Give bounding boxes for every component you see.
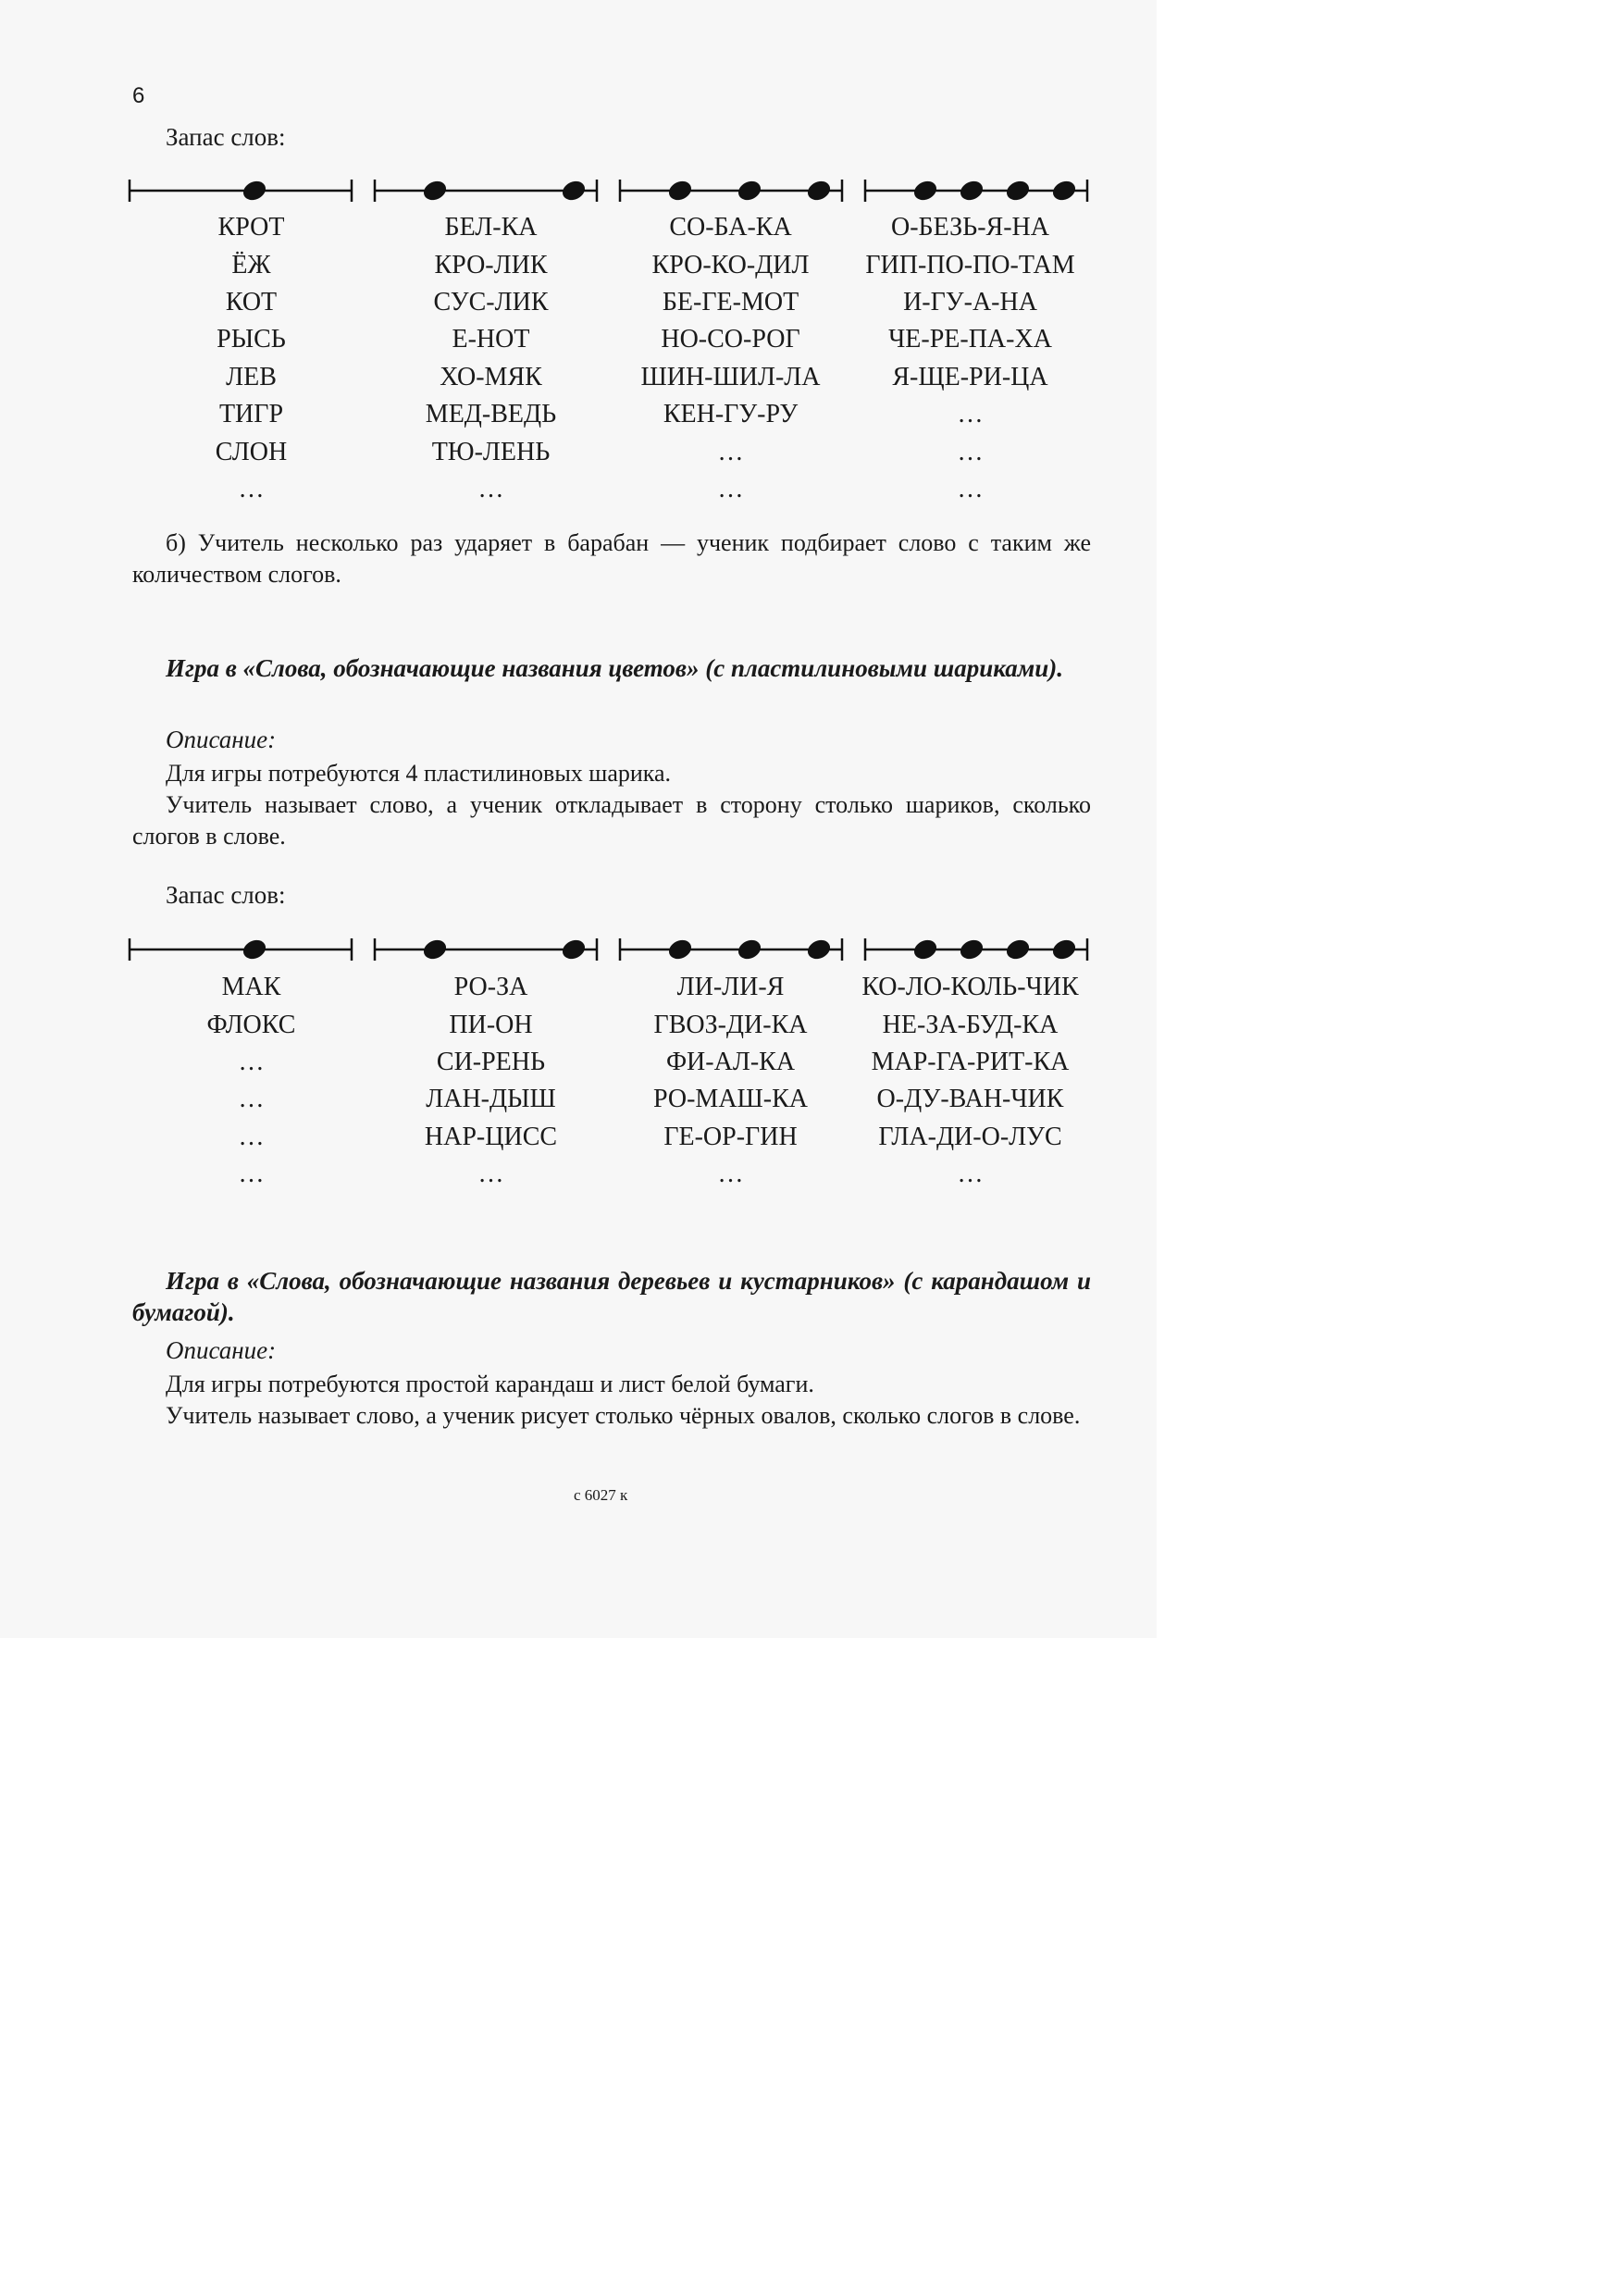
word-cell: СИ-РЕНЬ <box>436 1047 546 1076</box>
word-cell: Е-НОТ <box>452 325 530 354</box>
syllable-dot <box>666 178 695 204</box>
word-cell: ФЛОКС <box>206 1010 296 1039</box>
table-row <box>131 1044 1090 1081</box>
word-cell: … <box>717 1160 744 1189</box>
table-row <box>131 209 1090 246</box>
syllable-dot <box>805 178 834 204</box>
table-row <box>131 1156 1090 1193</box>
game-flowers-title: Игра в «Слова, обозначающие названия цветов» (с пластилиновыми шариками). <box>166 654 1064 682</box>
word-cell: ТИГР <box>218 400 284 429</box>
word-cell: ГЛА-ДИ-О-ЛУС <box>878 1122 1062 1151</box>
syllable-dot <box>1050 178 1079 204</box>
word-cell: … <box>238 1085 265 1114</box>
word-cell: ГВОЗ-ДИ-КА <box>653 1010 808 1039</box>
word-cell: … <box>477 474 504 503</box>
word-cell: ЛЕВ <box>226 362 277 391</box>
syllable-dot <box>1050 937 1079 962</box>
word-cell: ПИ-ОН <box>449 1010 533 1039</box>
word-cell: КО-ЛО-КОЛЬ-ЧИК <box>861 973 1079 1002</box>
word-cell: … <box>957 437 984 466</box>
word-cell: РО-МАШ-КА <box>652 1085 809 1114</box>
syllable-dots-diagram <box>130 936 1096 963</box>
word-cell: ГИП-ПО-ПО-ТАМ <box>865 250 1075 279</box>
word-cell: КРОТ <box>217 213 285 242</box>
word-cell: МАР-ГА-РИТ-КА <box>871 1047 1070 1076</box>
game-trees-paragraph-2: Учитель называет слово, а ученик рисует столько чёрных овалов, сколько слогов в слове. <box>166 1402 1081 1429</box>
table-row <box>131 1006 1090 1043</box>
word-cell: МЕД-ВЕДЬ <box>425 400 557 429</box>
word-cell: РЫСЬ <box>217 325 286 354</box>
word-cell: РО-ЗА <box>453 973 528 1002</box>
footer-code: с 6027 к <box>574 1486 628 1504</box>
syllable-dot <box>560 937 588 962</box>
syllable-dot <box>560 178 588 204</box>
word-cell: БЕЛ-КА <box>444 213 538 242</box>
word-cell: БЕ-ГЕ-МОТ <box>662 287 799 316</box>
word-cell: … <box>957 474 984 503</box>
word-cell: … <box>957 400 984 429</box>
table-row <box>131 246 1090 283</box>
word-cell: НАР-ЦИСС <box>424 1122 558 1151</box>
word-stock-label: Запас слов: <box>166 881 286 909</box>
word-cell: … <box>957 1160 984 1189</box>
word-cell: ЛИ-ЛИ-Я <box>676 973 785 1002</box>
table-row <box>131 1081 1090 1118</box>
table-row <box>131 396 1090 433</box>
animal-words-table <box>131 209 1090 508</box>
description-label: Описание: <box>166 1336 277 1364</box>
syllable-dot <box>736 937 764 962</box>
word-cell: … <box>477 1160 504 1189</box>
word-cell: СО-БА-КА <box>669 213 792 242</box>
word-cell: НО-СО-РОГ <box>661 325 800 354</box>
table-row <box>131 321 1090 358</box>
word-cell: КРО-КО-ДИЛ <box>651 250 810 279</box>
table-row <box>131 1119 1090 1156</box>
syllable-dot <box>421 178 450 204</box>
word-cell: КРО-ЛИК <box>434 250 548 279</box>
word-cell: НЕ-ЗА-БУД-КА <box>882 1010 1059 1039</box>
flower-words-table <box>131 969 1090 1193</box>
table-row <box>131 284 1090 321</box>
syllable-dot <box>666 937 695 962</box>
word-cell: ТЮ-ЛЕНЬ <box>431 437 551 466</box>
word-cell: … <box>238 1122 265 1151</box>
word-cell: … <box>717 474 744 503</box>
table-row <box>131 433 1090 470</box>
word-cell: О-БЕЗЬ-Я-НА <box>891 213 1049 242</box>
syllable-dot <box>736 178 764 204</box>
syllable-dot <box>241 937 269 962</box>
page-number: 6 <box>132 83 145 108</box>
game-flowers-paragraph-2: Учитель называет слово, а ученик откладывает в сторону столько шариков, сколько слогов в слове. <box>132 791 1091 850</box>
word-cell: КЕН-ГУ-РУ <box>663 400 799 429</box>
syllable-dot <box>958 178 986 204</box>
word-stock-label: Запас слов: <box>166 123 286 151</box>
table-row <box>131 359 1090 396</box>
syllable-dot <box>241 178 269 204</box>
word-cell: ХО-МЯК <box>440 362 542 391</box>
word-cell: Я-ЩЕ-РИ-ЦА <box>892 362 1048 391</box>
game-flowers-paragraph-1: Для игры потребуются 4 пластилиновых шарика. <box>166 760 672 787</box>
syllable-dot <box>421 937 450 962</box>
word-cell: МАК <box>221 973 281 1002</box>
syllable-dot <box>805 937 834 962</box>
syllable-dot <box>911 178 940 204</box>
word-cell: ФИ-АЛ-КА <box>665 1047 796 1076</box>
word-cell: ШИН-ШИЛ-ЛА <box>640 362 821 391</box>
word-cell: И-ГУ-А-НА <box>903 287 1037 316</box>
word-cell: … <box>238 474 265 503</box>
word-cell: … <box>238 1047 265 1076</box>
word-cell: СЛОН <box>215 437 288 466</box>
description-label: Описание: <box>166 726 277 753</box>
word-cell: ГЕ-ОР-ГИН <box>663 1122 798 1151</box>
word-cell: ЁЖ <box>231 250 271 279</box>
word-cell: КОТ <box>225 287 278 316</box>
word-cell: ЧЕ-РЕ-ПА-ХА <box>888 325 1052 354</box>
game-trees-paragraph-1: Для игры потребуются простой карандаш и лист белой бумаги. <box>166 1371 814 1397</box>
word-cell: … <box>238 1160 265 1189</box>
note-b-paragraph: б) Учитель несколько раз ударяет в барабан — ученик подбирает слово с таким же количеством слогов. <box>132 529 1091 588</box>
syllable-dots-diagram <box>130 177 1096 205</box>
word-cell: … <box>717 437 744 466</box>
word-cell: ЛАН-ДЫШ <box>426 1085 556 1114</box>
game-trees-title: Игра в «Слова, обозначающие названия деревьев и кустарников» (с карандашом и бумагой). <box>132 1267 1091 1326</box>
table-row <box>131 969 1090 1006</box>
word-cell: О-ДУ-ВАН-ЧИК <box>876 1085 1064 1114</box>
word-cell: СУС-ЛИК <box>433 287 549 316</box>
syllable-dot <box>911 937 940 962</box>
syllable-dot <box>1004 937 1033 962</box>
syllable-dot <box>1004 178 1033 204</box>
syllable-dot <box>958 937 986 962</box>
table-row <box>131 471 1090 508</box>
